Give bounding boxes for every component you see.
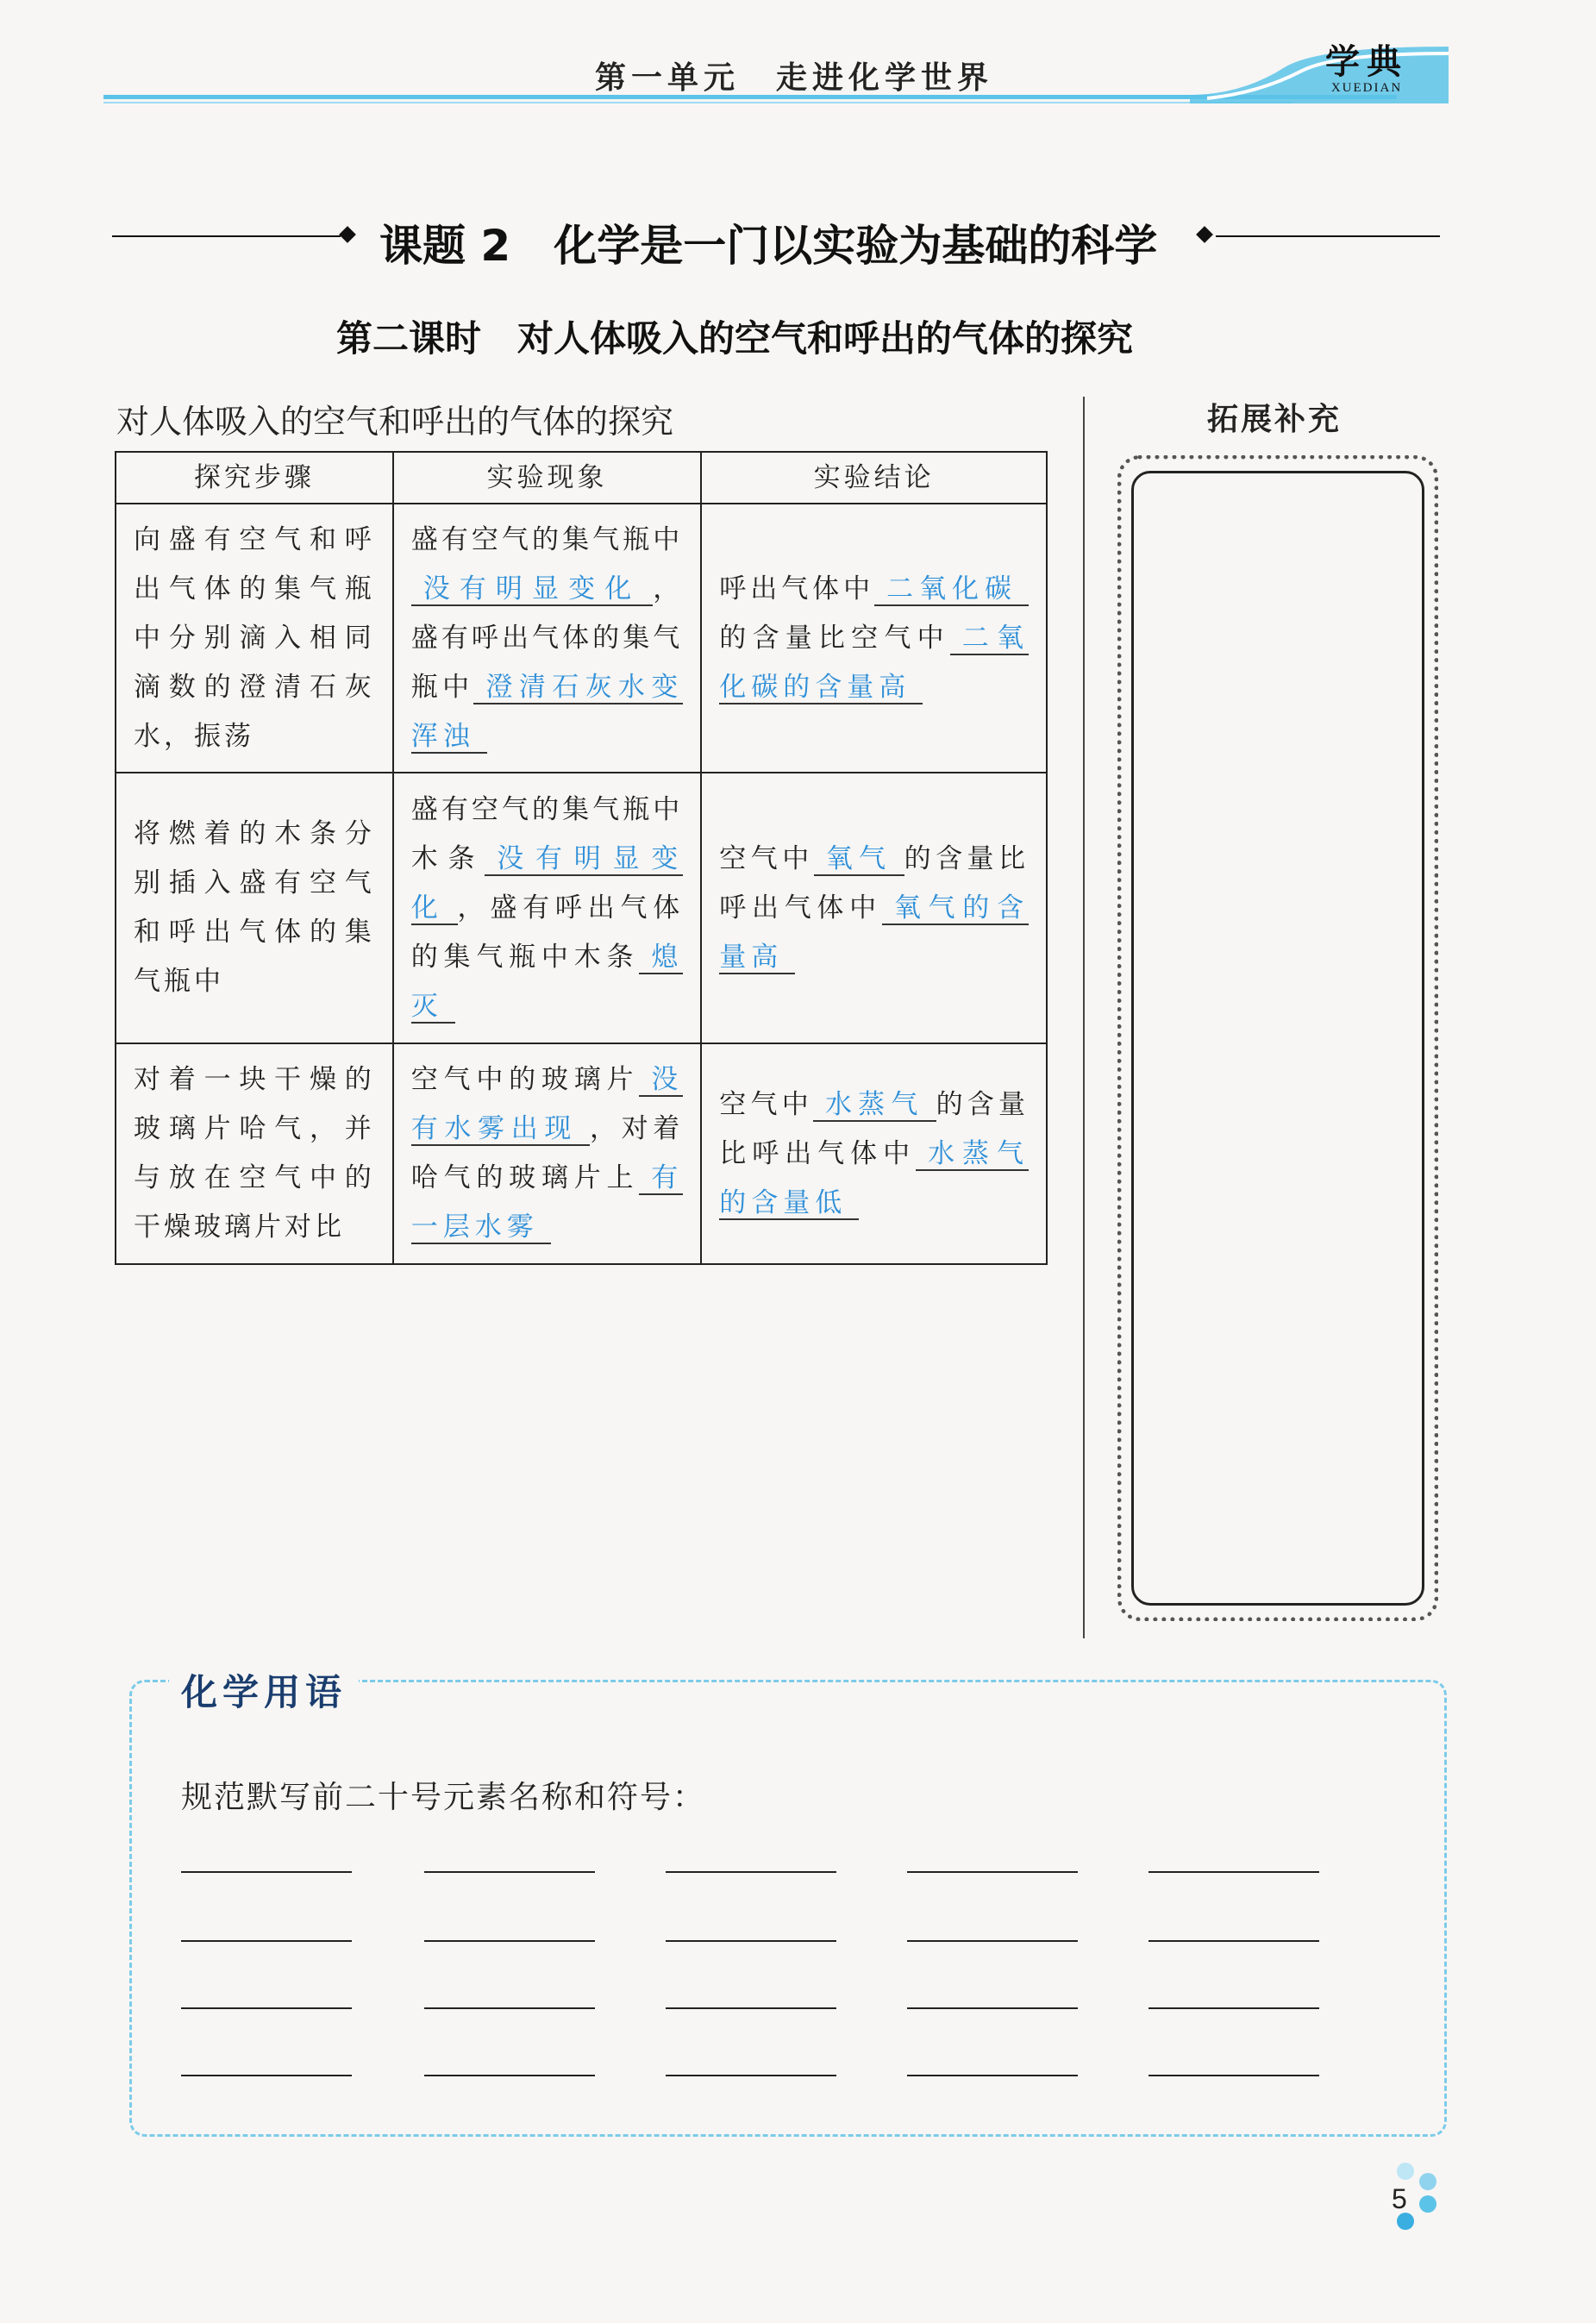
hexagon-decor-icon xyxy=(1419,2173,1436,2190)
element-write-blank[interactable] xyxy=(907,1940,1078,1942)
answer-blank: 水蒸气的含量低 xyxy=(719,1137,1030,1218)
element-write-blank[interactable] xyxy=(907,2075,1078,2076)
element-write-blank[interactable] xyxy=(907,2007,1078,2009)
step-cell: 将燃着的木条分别插入盛有空气和呼出气体的集气瓶中 xyxy=(116,773,393,1043)
section-title: 对人体吸入的空气和呼出的气体的探究 xyxy=(116,403,674,441)
lesson-title-row xyxy=(112,211,1440,271)
element-write-blank[interactable] xyxy=(1148,2007,1319,2009)
answer-blank: 二氧化碳的含量高 xyxy=(719,622,1030,703)
table-header-row xyxy=(116,452,1047,504)
page-number: 5 xyxy=(1392,2183,1407,2214)
diamond-icon xyxy=(339,226,356,243)
element-write-blank[interactable] xyxy=(1148,2075,1319,2076)
step-cell: 向盛有空气和呼出气体的集气瓶中分别滴入相同滴数的澄清石灰水，振荡 xyxy=(116,504,393,773)
step-cell: 对着一块干燥的玻璃片哈气，并与放在空气中的干燥玻璃片对比 xyxy=(116,1043,393,1264)
phenomenon-cell: 盛有空气的集气瓶中木条 没有明显变化 ，盛有呼出气体的集气瓶中木条 熄灭 xyxy=(393,773,702,1043)
element-write-blank[interactable] xyxy=(181,1871,352,1873)
column-divider xyxy=(1083,397,1085,1638)
answer-blank: 氧气 xyxy=(814,843,904,876)
answer-blank: 没有明显变化 xyxy=(411,573,654,606)
element-write-blank[interactable] xyxy=(181,2007,352,2009)
col-header-steps: 探究步骤 xyxy=(116,452,393,504)
answer-blank: 水蒸气 xyxy=(813,1089,936,1122)
diamond-icon xyxy=(1196,226,1213,243)
expand-notes-area[interactable] xyxy=(1131,471,1424,1606)
hexagon-decor-icon xyxy=(1397,2163,1414,2180)
phenomenon-cell: 空气中的玻璃片 没有水雾出现 ，对着哈气的玻璃片上 有一层水雾 xyxy=(393,1043,702,1264)
phenomenon-cell: 盛有空气的集气瓶中没有明显变化 ，盛有呼出气体的集气瓶中 澄清石灰水变浑浊 xyxy=(393,504,702,773)
lesson-title: 课题 2 化学是一门以实验为基础的科学 xyxy=(379,221,1158,271)
table-row xyxy=(116,504,1047,773)
element-write-blank[interactable] xyxy=(666,1871,836,1873)
answer-blank: 没有水雾出现 xyxy=(410,1064,684,1144)
element-write-blank[interactable] xyxy=(424,1940,595,1942)
answer-blank: 二氧化碳 xyxy=(874,573,1029,606)
answer-blank: 熄灭 xyxy=(410,941,684,1022)
element-write-blank[interactable] xyxy=(666,2075,836,2076)
conclusion-cell: 呼出气体中 二氧化碳的含量比空气中 二氧化碳的含量高 xyxy=(701,504,1047,773)
table-row xyxy=(116,773,1047,1043)
unit-title: 第一单元 走进化学世界 xyxy=(595,59,994,96)
table-row xyxy=(116,1043,1047,1264)
chem-terms-box xyxy=(129,1680,1447,2137)
col-header-conclusion: 实验结论 xyxy=(701,452,1047,504)
answer-blank: 氧气的含量高 xyxy=(719,892,1030,973)
answer-blank: 没有明显变化 xyxy=(410,842,684,924)
chem-terms-tag: 化学用语 xyxy=(169,1664,359,1714)
title-rule-left xyxy=(112,235,341,237)
element-write-blank[interactable] xyxy=(1148,1871,1319,1873)
element-write-blank[interactable] xyxy=(666,1940,836,1942)
answer-blank: 澄清石灰水变浑浊 xyxy=(410,671,684,752)
conclusion-cell: 空气中 水蒸气 的含量比呼出气体中 水蒸气的含量低 xyxy=(701,1043,1047,1264)
hexagon-decor-icon xyxy=(1397,2213,1414,2230)
brand-logo: 学典 XUEDIAN xyxy=(1325,41,1408,95)
element-write-blank[interactable] xyxy=(424,1871,595,1873)
expand-title: 拓展补充 xyxy=(1207,402,1343,437)
experiment-table xyxy=(115,451,1048,1265)
element-write-blank[interactable] xyxy=(424,2075,595,2076)
element-write-blank[interactable] xyxy=(666,2007,836,2009)
chem-terms-instruction: 规范默写前二十号元素名称和符号： xyxy=(181,1780,706,1815)
header-rule-thin xyxy=(103,102,1293,103)
element-write-blank[interactable] xyxy=(424,2007,595,2009)
lesson-subtitle: 第二课时 对人体吸入的空气和呼出的气体的探究 xyxy=(336,317,1134,360)
title-rule-right xyxy=(1216,235,1440,237)
element-write-blank[interactable] xyxy=(1148,1940,1319,1942)
element-write-blank[interactable] xyxy=(907,1871,1078,1873)
conclusion-cell: 空气中 氧气 的含量比呼出气体中 氧气的含量高 xyxy=(701,773,1047,1043)
hexagon-decor-icon xyxy=(1419,2195,1436,2213)
element-write-blank[interactable] xyxy=(181,2075,352,2076)
answer-blank: 有一层水雾 xyxy=(410,1162,684,1243)
col-header-phenomena: 实验现象 xyxy=(393,452,702,504)
element-write-blank[interactable] xyxy=(181,1940,352,1942)
